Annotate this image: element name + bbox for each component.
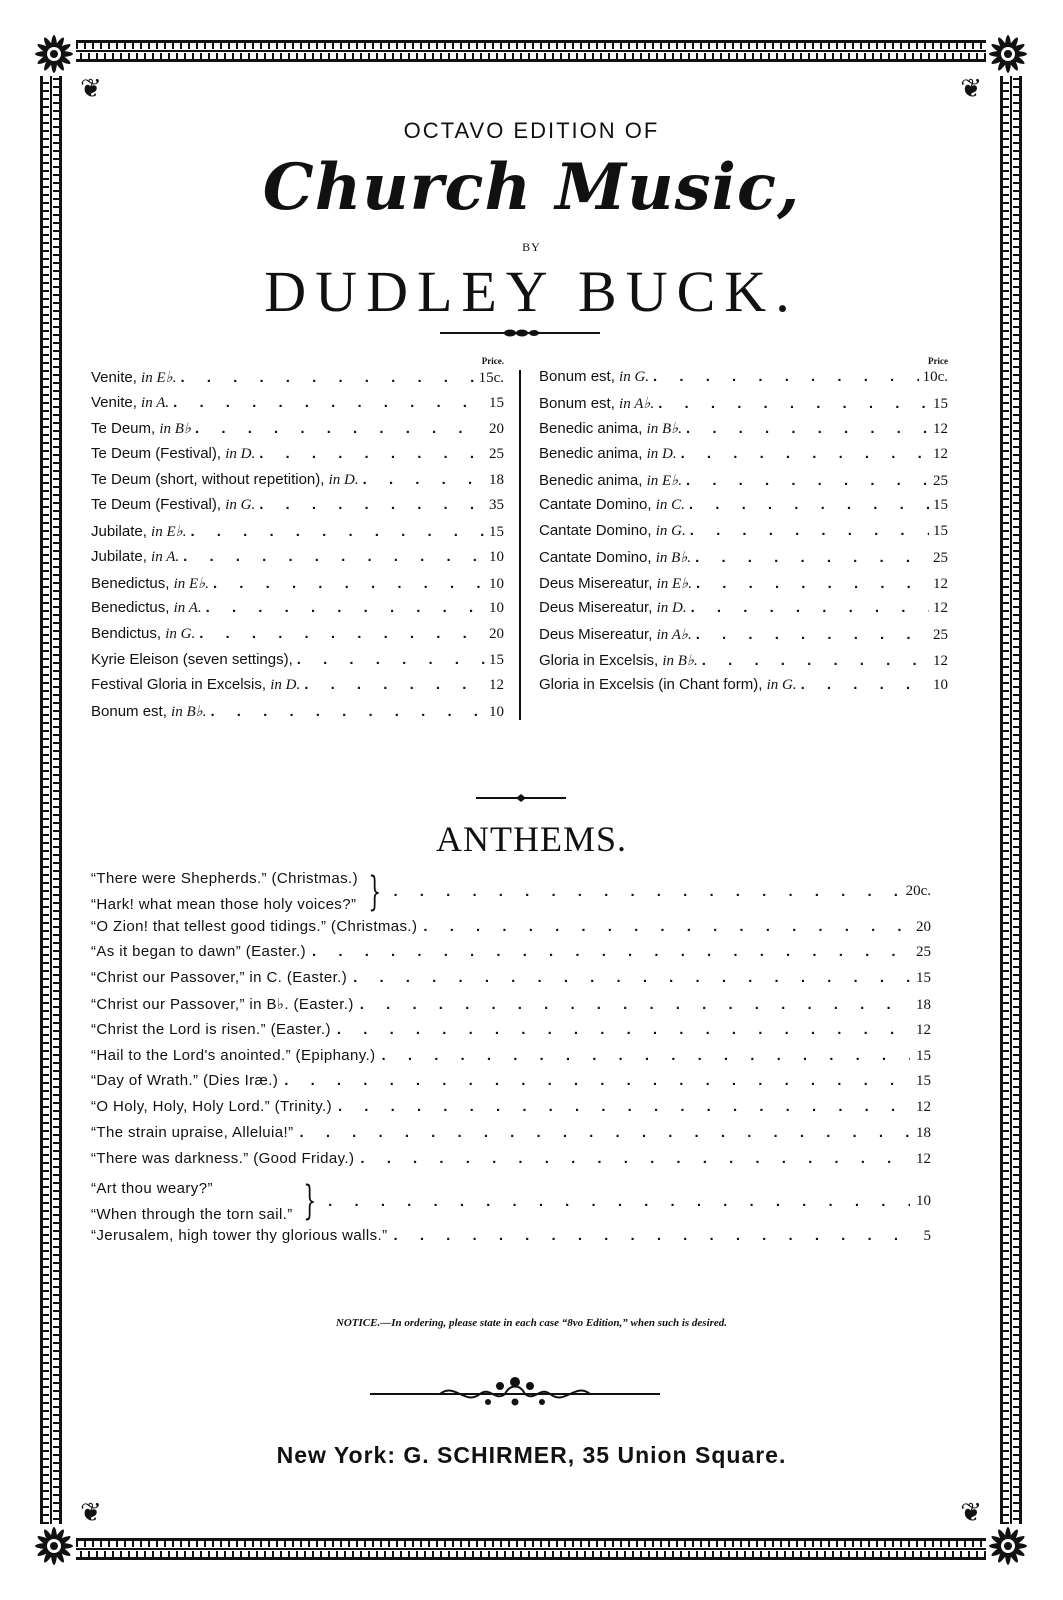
anthem-entry	[91, 943, 306, 960]
service-key: in A.	[151, 548, 180, 565]
leader-dots	[658, 395, 929, 412]
service-name: Te Deum (short, without repetition),	[91, 470, 325, 488]
service-name: Venite,	[91, 393, 137, 411]
price: 12	[933, 600, 948, 617]
service-key: in A♭.	[656, 626, 692, 643]
ornamental-rule	[476, 793, 566, 803]
anthem-entry	[91, 1072, 278, 1089]
service-key: in B♭.	[655, 549, 692, 566]
service-name: Te Deum (Festival),	[91, 496, 222, 514]
service-name: Venite,	[91, 369, 137, 386]
flower-ornament-icon	[32, 1524, 76, 1568]
anthem-occasion: (Trinity.)	[274, 1098, 332, 1116]
list-item	[91, 625, 504, 651]
service-name: Gloria in Excelsis (in Chant form),	[539, 676, 763, 694]
price: 25	[916, 944, 931, 961]
flower-ornament-icon	[986, 32, 1030, 76]
leader-dots	[195, 420, 485, 437]
service-title	[539, 419, 682, 438]
service-key: in C.	[655, 497, 685, 514]
service-key: in A.	[141, 394, 170, 411]
list-item	[539, 676, 948, 702]
anthem-occasion: (Easter.)	[270, 1020, 331, 1038]
price: 25	[489, 446, 504, 463]
list-item	[91, 702, 504, 728]
service-key: in E♭.	[173, 575, 209, 592]
price: 12	[933, 421, 948, 438]
price: 20c.	[905, 883, 931, 900]
flourish-icon: ❦	[80, 74, 102, 104]
anthem-entry	[91, 995, 354, 1013]
anthems-list	[91, 866, 931, 1253]
leader-dots	[304, 676, 485, 693]
anthem-title: “O Holy, Holy, Holy Lord.”	[91, 1098, 271, 1116]
service-name: Benedic anima,	[539, 471, 643, 489]
anthem-entry	[91, 1021, 331, 1038]
leader-dots	[312, 943, 910, 960]
service-key: in B♭.	[646, 421, 682, 438]
service-key: in G.	[165, 625, 196, 642]
leader-dots	[382, 1047, 910, 1064]
list-item	[91, 548, 504, 574]
ornamental-rule	[440, 328, 600, 338]
service-key: in D.	[656, 600, 687, 617]
price: 10	[933, 677, 948, 694]
service-title	[539, 522, 686, 540]
list-item	[91, 943, 931, 969]
price: 12	[916, 1150, 931, 1167]
list-item	[539, 651, 948, 677]
service-title	[539, 445, 677, 463]
list-item	[539, 368, 948, 394]
anthem-occasion: (Easter.)	[286, 969, 348, 987]
service-key: in G.	[225, 497, 256, 514]
price: 12	[933, 446, 948, 463]
price: 15	[489, 394, 504, 411]
anthem-entry	[91, 969, 347, 986]
service-title	[91, 625, 195, 643]
price: 12	[933, 575, 948, 592]
service-title	[539, 651, 698, 670]
price: 25	[933, 472, 948, 489]
price: 10	[489, 575, 504, 592]
anthem-occasion: (Epiphany.)	[295, 1046, 376, 1064]
leader-dots	[213, 575, 485, 592]
price: 15	[916, 1073, 931, 1090]
brace-icon: }	[303, 1178, 316, 1225]
list-item	[91, 866, 931, 918]
service-name: Bonum est,	[91, 702, 167, 720]
anthem-title: “Christ our Passover,” in B♭.	[91, 995, 289, 1013]
service-name: Jubilate,	[91, 523, 147, 541]
service-name: Festival Gloria in Excelsis,	[91, 676, 267, 694]
list-item	[91, 419, 504, 445]
service-name: Deus Misereatur,	[539, 599, 653, 617]
service-name: Te Deum,	[91, 420, 156, 438]
list-item	[539, 471, 948, 497]
service-key: in D.	[270, 677, 301, 694]
list-item	[539, 522, 948, 548]
list-item	[91, 1098, 931, 1124]
leader-dots	[328, 1193, 910, 1210]
service-key: in B♭.	[171, 703, 207, 720]
flower-ornament-icon	[986, 1524, 1030, 1568]
leader-dots	[210, 703, 485, 720]
price: 10	[916, 1192, 931, 1209]
border-bottom	[76, 1538, 986, 1560]
anthem-title: “O Zion! that tellest good tidings.”	[91, 917, 327, 935]
service-name: Deus Misereatur,	[539, 574, 653, 592]
anthem-entry	[91, 1124, 294, 1141]
service-title	[539, 394, 654, 413]
column-divider	[519, 370, 521, 720]
service-title	[539, 599, 687, 617]
anthems-heading: ANTHEMS.	[435, 819, 627, 859]
leader-dots	[360, 1150, 910, 1167]
anthem-title: “Christ our Passover,” in C.	[91, 969, 283, 987]
service-key: in A♭.	[619, 395, 655, 412]
leader-dots	[681, 445, 929, 462]
leader-dots	[363, 471, 485, 488]
list-item	[91, 1124, 931, 1150]
service-name: Benedic anima,	[539, 445, 643, 463]
service-title	[539, 625, 692, 644]
service-title	[91, 419, 191, 438]
price: 12	[916, 1099, 931, 1116]
list-item	[91, 1227, 931, 1253]
flourish-icon: ❦	[80, 1498, 102, 1528]
vine-ornament	[370, 1372, 660, 1412]
flourish-icon: ❦	[960, 1498, 982, 1528]
service-key: in A.	[173, 600, 202, 617]
anthem-title: “Hark! what mean those holy voices?”	[91, 896, 357, 914]
service-key: in G.	[766, 677, 797, 694]
leader-dots	[690, 522, 929, 539]
services-list-right	[539, 355, 948, 702]
anthem-title: “There were Shepherds.” (Christmas.)	[91, 870, 358, 888]
anthem-title: “Day of Wrath.”	[91, 1072, 199, 1090]
service-name: Bendictus,	[91, 624, 162, 642]
price: 18	[489, 471, 504, 488]
service-title	[91, 548, 179, 566]
leader-dots	[695, 549, 929, 566]
list-item	[91, 969, 931, 995]
service-title	[91, 471, 359, 489]
leader-dots	[183, 548, 485, 565]
price: 10	[489, 600, 504, 617]
service-title	[91, 676, 300, 694]
service-title	[91, 445, 255, 463]
list-item	[91, 599, 504, 625]
anthem-entry	[91, 918, 417, 935]
leader-dots	[393, 883, 899, 900]
price: 20	[489, 421, 504, 438]
leader-dots	[702, 652, 929, 669]
flourish-icon: ❦	[960, 74, 982, 104]
flower-ornament-icon	[32, 32, 76, 76]
service-name: Benedic anima,	[539, 420, 643, 438]
composer-name: DUDLEY BUCK.	[264, 259, 799, 324]
price-column-label: Price.	[481, 356, 504, 366]
price: 25	[933, 626, 948, 643]
service-key: in E♭.	[151, 524, 187, 541]
service-name: Benedictus,	[91, 574, 170, 592]
anthem-title: “When through the torn sail.”	[91, 1205, 293, 1223]
price: 12	[916, 1021, 931, 1038]
anthem-title: “As it began to dawn”	[91, 943, 242, 961]
price: 20	[489, 625, 504, 642]
brace-icon: }	[368, 868, 382, 915]
anthem-title: “The strain upraise, Alleluia!”	[91, 1123, 294, 1141]
leader-dots	[686, 472, 929, 489]
leader-dots	[259, 445, 485, 462]
leader-dots	[338, 1098, 910, 1115]
price: 15	[916, 970, 931, 987]
service-key: in E♭.	[141, 370, 177, 386]
service-name: Deus Misereatur,	[539, 625, 653, 643]
price: 10c.	[922, 369, 948, 385]
service-name: Cantate Domino,	[539, 496, 652, 514]
list-item	[91, 522, 504, 548]
leader-dots	[337, 1021, 910, 1038]
price: 15	[489, 524, 504, 541]
list-item	[539, 394, 948, 420]
list-item	[91, 471, 504, 497]
service-title	[539, 574, 692, 593]
list-item	[539, 599, 948, 625]
anthem-title: “Jerusalem, high tower thy glorious walls.”	[91, 1227, 388, 1245]
leader-dots	[300, 1124, 911, 1141]
list-item	[91, 651, 504, 677]
list-item	[539, 445, 948, 471]
service-key: in G.	[619, 369, 650, 385]
service-key: in D.	[225, 446, 256, 463]
service-title	[539, 496, 685, 514]
list-item	[91, 496, 504, 522]
anthem-title: “Art thou weary?”	[91, 1179, 213, 1197]
price-column-label: Price	[928, 356, 948, 366]
anthem-occasion: (Good Friday.)	[253, 1149, 355, 1167]
leader-dots	[689, 496, 929, 513]
price: 20	[916, 918, 931, 935]
anthem-title: “Christ the Lord is risen.”	[91, 1020, 267, 1038]
leader-dots	[259, 496, 485, 513]
anthem-entry	[91, 1098, 332, 1115]
service-title	[539, 676, 797, 694]
service-title	[539, 471, 682, 490]
service-name: Jubilate,	[91, 547, 147, 565]
service-name: Gloria in Excelsis,	[539, 651, 659, 669]
service-title	[539, 548, 691, 567]
leader-dots	[686, 420, 929, 437]
service-key: in B♭.	[662, 652, 698, 669]
price: 12	[489, 677, 504, 694]
price: 15	[933, 497, 948, 514]
anthem-occasion: (Easter.)	[245, 943, 307, 961]
list-item	[91, 394, 504, 420]
service-title	[91, 599, 202, 617]
service-key: in D.	[328, 471, 359, 488]
service-key: in E♭.	[646, 472, 682, 489]
page-title: Church Music,	[262, 150, 801, 225]
anthem-title: “There was darkness.”	[91, 1149, 249, 1167]
service-name: Cantate Domino,	[539, 548, 652, 566]
leader-dots	[190, 523, 485, 540]
price: 15	[916, 1047, 931, 1064]
price: 10	[489, 703, 504, 720]
service-name: Cantate Domino,	[539, 522, 652, 540]
list-item	[91, 445, 504, 471]
list-item	[539, 548, 948, 574]
service-key: in E♭.	[656, 575, 692, 592]
price: 18	[916, 996, 931, 1013]
anthem-title: “Hail to the Lord's anointed.”	[91, 1046, 291, 1064]
price: 25	[933, 549, 948, 566]
service-title	[91, 651, 293, 668]
ordering-notice: NOTICE.—In ordering, please state in each case “8vo Edition,” when such is desired.	[335, 1317, 728, 1329]
edition-heading: OCTAVO EDITION OF	[403, 118, 660, 143]
list-item	[91, 1047, 931, 1073]
service-title	[91, 394, 169, 412]
price: 35	[489, 497, 504, 514]
publisher-imprint: New York: G. SCHIRMER, 35 Union Square.	[276, 1442, 787, 1468]
service-name: Bonum est,	[539, 394, 615, 412]
price: 18	[916, 1124, 931, 1141]
price: 15	[489, 651, 504, 668]
service-title	[91, 522, 186, 541]
list-item	[539, 574, 948, 600]
list-item	[91, 1072, 931, 1098]
service-key: in B♭	[159, 421, 192, 438]
border-top	[76, 40, 986, 62]
service-title	[91, 574, 209, 593]
list-item	[91, 918, 931, 944]
leader-dots	[284, 1072, 910, 1089]
leader-dots	[801, 676, 929, 693]
price: 10	[489, 548, 504, 565]
list-item	[539, 496, 948, 522]
leader-dots	[696, 626, 929, 643]
leader-dots	[180, 369, 474, 386]
list-item	[91, 1150, 931, 1176]
leader-dots	[353, 969, 910, 986]
anthem-entry	[91, 1047, 376, 1064]
price: 15	[933, 395, 948, 412]
leader-dots	[393, 1227, 917, 1244]
service-name: Kyrie Eleison (seven settings),	[91, 650, 293, 668]
list-item	[91, 368, 504, 394]
leader-dots	[206, 599, 485, 616]
anthem-occasion: (Easter.)	[293, 995, 354, 1013]
leader-dots	[696, 575, 929, 592]
anthem-occasion: (Christmas.)	[330, 917, 418, 935]
leader-dots	[360, 996, 910, 1013]
anthem-occasion: (Dies Iræ.)	[203, 1072, 279, 1090]
leader-dots	[423, 918, 910, 935]
list-item	[91, 1021, 931, 1047]
price: 5	[923, 1228, 931, 1245]
anthem-entry	[91, 1150, 354, 1167]
leader-dots	[297, 651, 485, 668]
leader-dots	[173, 394, 485, 411]
service-name: Bonum est,	[539, 368, 615, 385]
price: 15c.	[478, 370, 504, 386]
list-item	[91, 676, 504, 702]
list-item	[539, 419, 948, 445]
leader-dots	[653, 368, 919, 385]
leader-dots	[199, 625, 485, 642]
leader-dots	[691, 599, 929, 616]
list-item	[91, 1176, 931, 1228]
list-item	[91, 995, 931, 1021]
list-item	[539, 625, 948, 651]
service-title	[539, 368, 649, 386]
service-title	[91, 702, 206, 721]
service-title	[91, 496, 255, 514]
by-label: BY	[522, 240, 541, 254]
service-key: in D.	[646, 446, 677, 463]
service-name: Te Deum (Festival),	[91, 445, 222, 463]
service-title	[91, 368, 176, 387]
list-item	[91, 574, 504, 600]
services-list-left	[91, 355, 504, 728]
service-key: in G.	[655, 523, 686, 540]
price: 12	[933, 652, 948, 669]
service-name: Benedictus,	[91, 599, 170, 617]
price: 15	[933, 523, 948, 540]
